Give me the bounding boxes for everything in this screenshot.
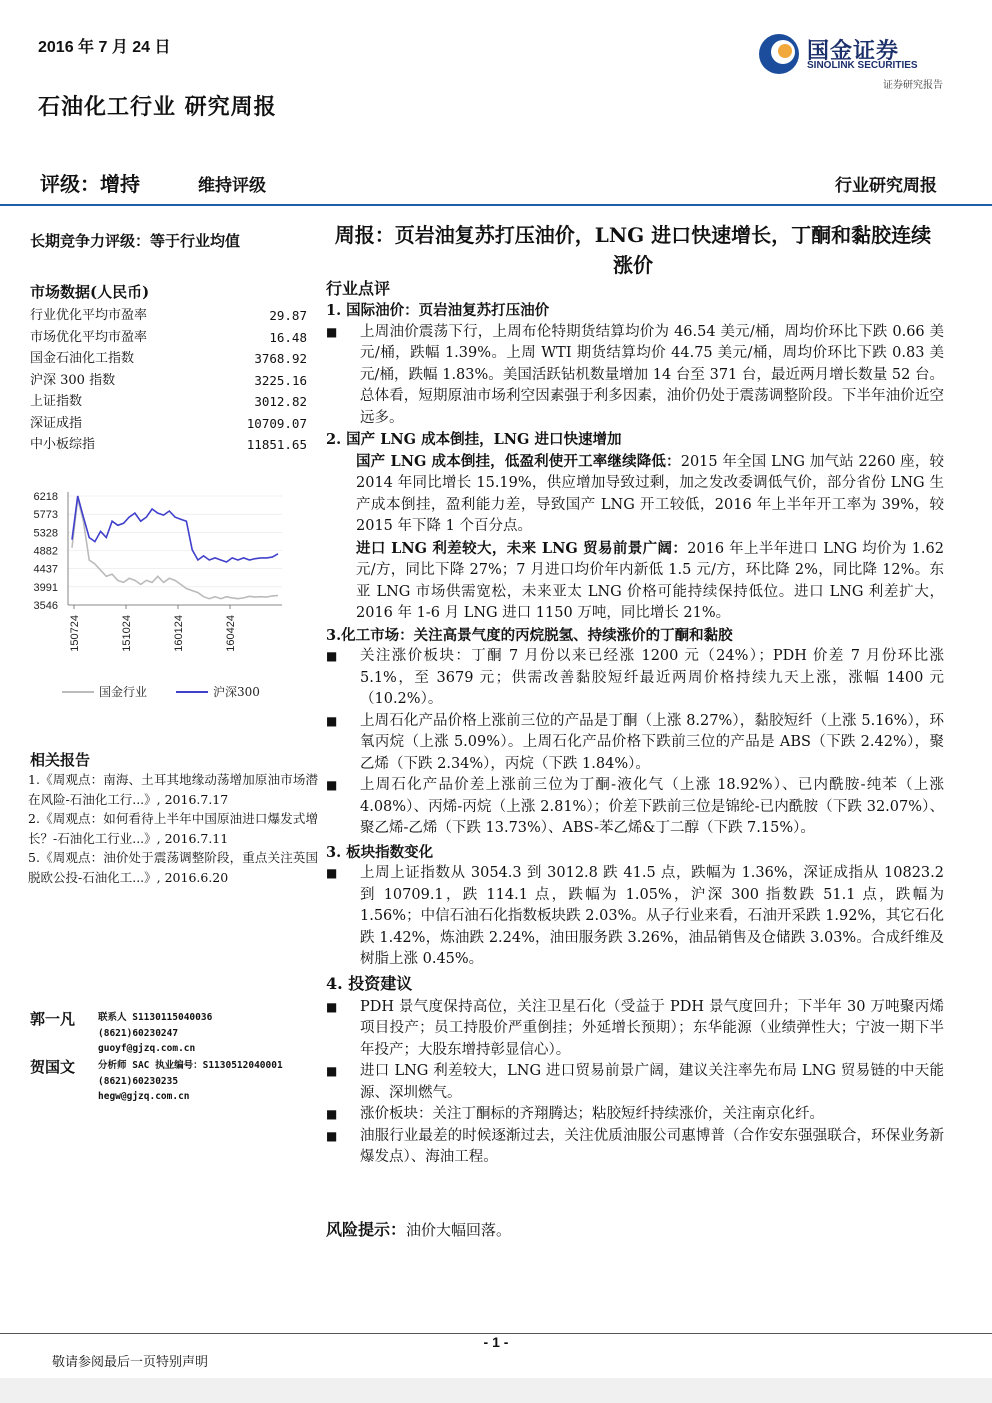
y-tick-label: 4882 xyxy=(33,545,58,558)
paragraph: 进口 LNG 利差较大，未来 LNG 贸易前景广阔：2016 年上半年进口 LNG 均价为 1.62 元/方，同比下降 27%；7 月进口均价年内新低 1.5 元/方，环比降 2%，同比降 12%。东亚 LNG 市场供需宽松，未来亚太 LNG 价格可能持续保持低位。进口 LNG 利差扩大，2016 年 1-6 月 LNG 进口 1150 万吨，同比增长 21%。 xyxy=(356,539,944,621)
risk-label: 风险提示： xyxy=(326,1220,407,1239)
bullet-square-icon: ■ xyxy=(326,1064,338,1078)
analyst-phone: (8621)60230235 xyxy=(98,1075,179,1087)
bullet-square-icon: ■ xyxy=(326,649,338,663)
bullet-item: ■ 关注涨价板块：丁酮 7 月份以来已经涨 1200 元（24%）；PDH 价差 7 月份环比涨 5.1%，至 3679 元；供需改善黏胶短纤最近两周价格持续九天上涨，涨幅 1400 元（10.2%）。 xyxy=(326,646,944,711)
bullet-item: ■ 涨价板块：关注丁酮标的齐翔腾达；粘胶短纤持续涨价，关注南京化纤。 xyxy=(326,1104,944,1126)
y-tick-label: 3546 xyxy=(33,600,58,612)
bullet-square-icon: ■ xyxy=(326,1128,338,1143)
x-tick-label: 160124 xyxy=(173,615,185,652)
analyst-name: 贺国文 xyxy=(30,1058,76,1076)
analyst-id: 分析师 SAC 执业编号：S1130512040001 xyxy=(98,1060,283,1071)
bullet-item: ■ 进口 LNG 利差较大，LNG 进口贸易前景广阔，建议关注率先布局 LNG 贸易链的中天能源、深圳燃气。 xyxy=(326,1061,944,1104)
report-headline: 周报：页岩油复苏打压油价，LNG 进口快速增长，丁酮和黏胶连续涨价 xyxy=(334,223,932,277)
market-label: 市场优化平均市盈率 xyxy=(30,329,148,345)
x-tick-label: 150724 xyxy=(69,615,81,652)
market-value: 10709.07 xyxy=(246,415,307,431)
paragraph: 国产 LNG 成本倒挂，低盈利使开工率继续降低：2015 年全国 LNG 加气站 2260 座，较 2014 年同比增长 15.19%，供应增加导致过剩，加之发改委调低气价，部分省份 LNG 生产成本倒挂，盈利能力差，导致国产 LNG 开工较低，2016 年上半年开工率为 39%，较 2015 年下降 1 个百分点。 xyxy=(356,452,944,534)
index-comparison-chart xyxy=(20,480,290,710)
bullet-item: ■ 上周上证指数从 3054.3 到 3012.8 跌 41.5 点，跌幅为 1.36%，深证成指从 10823.2 到 10709.1，跌 114.1 点，跌幅为 1.05%，沪深 300 指数跌 51.1 点，跌幅为 1.56%；中信石油石化指数板块跌 2.03%。从子行业来看，石油开采跌 1.92%，其它石化跌 1.42%，炼油跌 2.24%，油田服务跌 3.26%，油品销售及仓储跌 3.03%。合成纤维及树脂上涨 0.45%。 xyxy=(326,863,944,971)
market-value: 11851.65 xyxy=(246,437,307,452)
y-tick-label: 5773 xyxy=(33,509,58,522)
market-label: 沪深 300 指数 xyxy=(30,372,116,388)
series-line xyxy=(72,499,278,599)
market-value: 3012.82 xyxy=(254,394,307,409)
subsection-heading: 3. 板块指数变化 xyxy=(326,843,434,861)
risk-text: 油价大幅回落。 xyxy=(406,1221,512,1239)
market-row xyxy=(30,434,307,456)
y-tick-label: 5328 xyxy=(33,527,58,540)
analyst-name: 郭一凡 xyxy=(30,1010,76,1028)
related-report-link[interactable]: 2.《周观点：如何看待上半年中国原油进口爆发式增长？-石油化工行业...》, 2016.7.11 xyxy=(28,811,318,846)
analyst-email[interactable]: hegw@gjzq.com.cn xyxy=(98,1091,190,1102)
bullet-square-icon: ■ xyxy=(326,324,338,339)
risk-warning xyxy=(326,1217,511,1240)
y-tick-label: 3991 xyxy=(33,581,58,594)
bullet-item: ■ 上周石化产品价格上涨前三位的产品是丁酮（上涨 8.27%），黏胶短纤（上涨 5.16%），环氧丙烷（上涨 5.09%）。上周石化产品价格下跌前三位的产品是 ABS（下跌 2.42%），聚乙烯（下跌 2.34%），丙烷（下跌 1.84%）。 xyxy=(326,711,944,776)
bullet-square-icon: ■ xyxy=(326,778,338,792)
market-row xyxy=(30,391,307,413)
subsection-heading: 2. 国产 LNG 成本倒挂，LNG 进口快速增加 xyxy=(326,431,622,448)
report-type: 行业研究周报 xyxy=(835,176,937,196)
bullet-square-icon: ■ xyxy=(326,713,338,728)
logo-mark-icon xyxy=(757,32,803,78)
main-content xyxy=(326,278,944,1169)
bullet-item: ■ 上周石化产品价差上涨前三位为丁酮-液化气（上涨 18.92%）、已内酰胺-纯苯（上涨 4.08%）、丙烯-丙烷（上涨 2.81%）；价差下跌前三位是锦纶-已内酰胺（下跌 32.07%）、聚乙烯-乙烯（下跌 13.73%）、ABS-苯乙烯&丁二醇（下跌 7.15%）。 xyxy=(326,775,944,840)
legend-label: 国金行业 xyxy=(99,685,148,699)
series-line xyxy=(72,496,278,562)
rating: 评级：增持 xyxy=(40,172,140,196)
footer-band xyxy=(0,1378,992,1403)
bullet-square-icon: ■ xyxy=(326,1107,338,1121)
report-date: 2016 年 7 月 24 日 xyxy=(38,39,171,56)
document-title: 石油化工行业 研究周报 xyxy=(38,94,277,120)
market-label: 上证指数 xyxy=(30,394,83,409)
analyst-contact xyxy=(30,1008,320,1058)
analyst-contact xyxy=(30,1056,320,1106)
logo-text-cn: 国金证券 xyxy=(807,38,900,63)
logo-text-en: SINOLINK SECURITIES xyxy=(807,60,918,71)
market-value: 3768.92 xyxy=(254,351,307,366)
page-number: - 1 - xyxy=(483,1334,509,1350)
analyst-phone: (8621)60230247 xyxy=(98,1027,179,1039)
subsection-heading: 1. 国际油价：页岩油复苏打压油价 xyxy=(326,302,550,319)
market-value: 3225.16 xyxy=(254,372,307,388)
market-label: 中小板综指 xyxy=(30,437,96,452)
market-label: 国金石油化工指数 xyxy=(30,351,135,366)
market-row xyxy=(30,370,307,392)
header-divider xyxy=(0,204,992,206)
analyst-details xyxy=(98,1058,283,1105)
market-data-title: 市场数据(人民币) xyxy=(30,283,150,301)
analyst-details xyxy=(98,1010,212,1057)
analyst-id: 联系人 S1130115040036 xyxy=(98,1012,213,1023)
analyst-email[interactable]: guoyf@gjzq.com.cn xyxy=(98,1043,196,1054)
bullet-item: ■ 上周油价震荡下行，上周布伦特期货结算均价为 46.54 美元/桶，周均价环比下跌 0.66 美元/桶，跌幅 1.39%。上周 WTI 期货结算均价 44.75 美元/桶，周均价环比下跌 0.83 美元/桶，跌幅 1.83%。美国活跃钻机数量增加 14 台至 371 台，最近两月增长数量 52 台。总体看，短期原油市场利空因素强于利多因素，油价仍处于震荡调整阶段。下半年油价近空远多。 xyxy=(326,322,944,430)
market-value: 29.87 xyxy=(269,308,307,323)
subsection-heading: 4. 投资建议 xyxy=(326,973,413,993)
bullet-square-icon: ■ xyxy=(326,866,338,880)
x-tick-label: 151024 xyxy=(121,615,133,652)
company-logo xyxy=(757,30,947,90)
market-value: 16.48 xyxy=(269,329,307,345)
competitiveness-rating: 长期竞争力评级：等于行业均值 xyxy=(30,232,241,250)
related-report-link[interactable]: 5.《周观点：油价处于震荡调整阶段，重点关注英国脱欧公投-石油化工...》, 2016.6.20 xyxy=(28,850,318,885)
logo-subtitle: 证券研究报告 xyxy=(883,80,943,91)
bullet-square-icon: ■ xyxy=(326,999,338,1014)
market-row xyxy=(30,305,307,327)
related-report-link[interactable]: 1.《周观点：南海、土耳其地缘动荡增加原油市场潜在风险-石油化工行...》, 2016.7.17 xyxy=(28,772,318,807)
x-tick-label: 160424 xyxy=(225,615,237,652)
related-reports-title: 相关报告 xyxy=(30,751,91,769)
market-row xyxy=(30,348,307,370)
disclaimer-note: 敬请参阅最后一页特别声明 xyxy=(52,1355,209,1370)
rating-action: 维持评级 xyxy=(198,176,266,196)
legend-label: 沪深300 xyxy=(213,685,260,699)
market-row xyxy=(30,413,307,435)
y-tick-label: 6218 xyxy=(33,491,58,503)
related-reports-list xyxy=(28,770,318,887)
section-title: 行业点评 xyxy=(326,279,391,298)
bullet-item: ■ 油服行业最差的时候逐渐过去，关注优质油服公司惠博普（合作安东强强联合，环保业务新爆发点）、海油工程。 xyxy=(326,1126,944,1169)
market-label: 深证成指 xyxy=(30,415,83,431)
subsection-heading: 3.化工市场：关注高景气度的丙烷脱氢、持续涨价的丁酮和黏胶 xyxy=(326,626,733,644)
market-row xyxy=(30,327,307,349)
y-tick-label: 4437 xyxy=(33,563,58,576)
market-data-table xyxy=(30,305,307,456)
bullet-item: ■ PDH 景气度保持高位，关注卫星石化（受益于 PDH 景气度回升；下半年 30 万吨聚丙烯项目投产；员工持股价严重倒挂；外延增长预期）；东华能源（业绩弹性大；宁波一期下半年投产；大股东增持彰显信心）。 xyxy=(326,997,944,1062)
market-label: 行业优化平均市盈率 xyxy=(30,308,148,323)
